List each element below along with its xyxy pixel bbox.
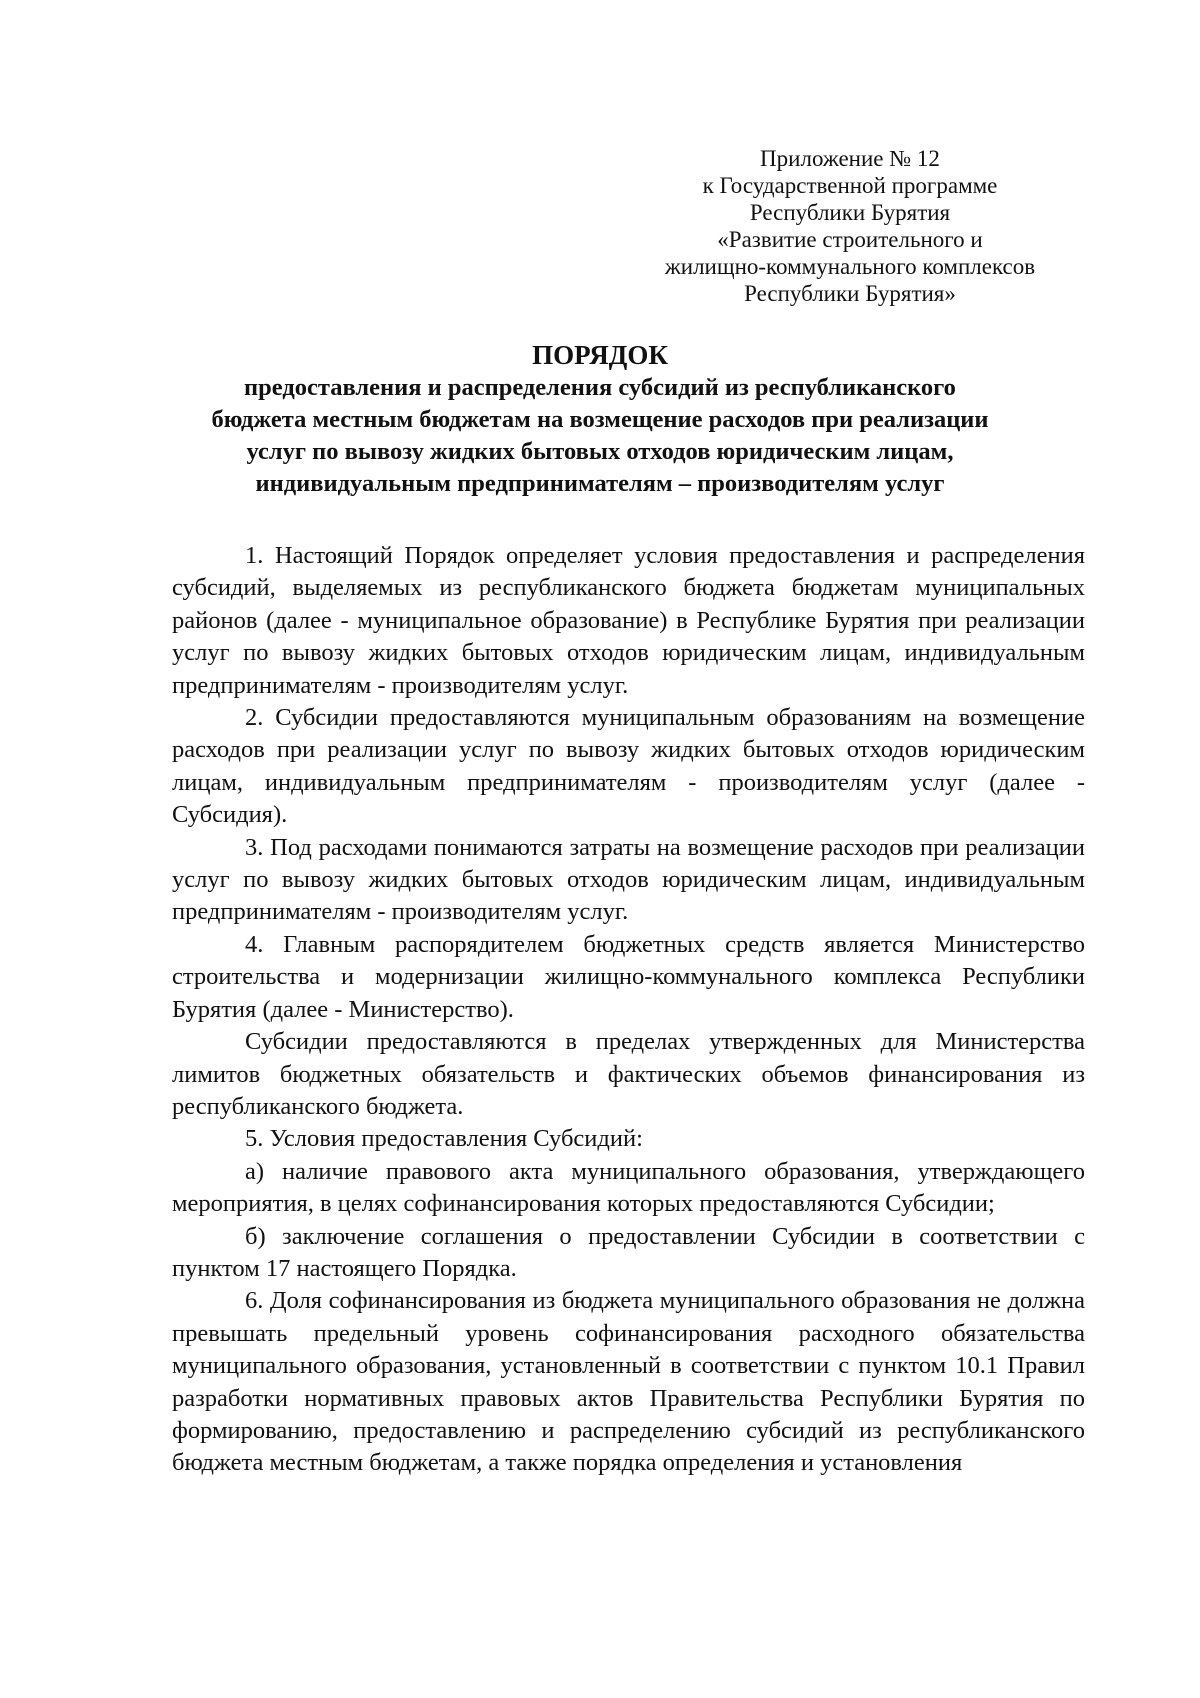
subtitle-line: предоставления и распределения субсидий из республиканского <box>244 374 956 401</box>
document-body <box>172 540 1085 1480</box>
paragraph-2: 2. Субсидии предоставляются муниципальным образованиям на возмещение расходов при реализации услуг по вывозу жидких бытовых отходов юридическим лицам, индивидуальным предпринимателям - производителям услуг (далее - Субсидия). <box>172 704 1085 829</box>
paragraph-4: 4. Главным распорядителем бюджетных средств является Министерство строительства и модернизации жилищно-коммунального комплекса Республики Бурятия (далее - Министерство). <box>172 930 1085 1023</box>
title-subtitle <box>150 372 1050 500</box>
paragraph-3: 3. Под расходами понимаются затраты на возмещение расходов при реализации услуг по вывозу жидких бытовых отходов юридическим лицам, индивидуальным предпринимателям - производителям услуг. <box>172 833 1085 926</box>
paragraph-5b: б) заключение соглашения о предоставлении Субсидии в соответствии с пунктом 17 настоящего Порядка. <box>172 1222 1085 1282</box>
appendix-line: Республики Бурятия» <box>744 281 956 306</box>
subtitle-line: бюджета местным бюджетам на возмещение расходов при реализации <box>211 406 989 433</box>
paragraph-5a: а) наличие правового акта муниципального образования, утверждающего мероприятия, в целях софинансирования которых предоставляются Субсидии; <box>172 1157 1085 1218</box>
document-title <box>150 338 1050 500</box>
subtitle-line: индивидуальным предпринимателям – производителям услуг <box>255 470 945 497</box>
subtitle-line: услуг по вывозу жидких бытовых отходов юридическим лицам, <box>246 438 954 465</box>
title-main: ПОРЯДОК <box>532 340 668 370</box>
paragraph-5: 5. Условия предоставления Субсидий: <box>245 1125 643 1153</box>
appendix-line: Республики Бурятия <box>749 200 951 225</box>
appendix-line: к Государственной программе <box>702 173 998 198</box>
paragraph-4-continued: Субсидии предоставляются в пределах утвержденных для Министерства лимитов бюджетных обязательств и фактических объемов финансирования из республиканского бюджета. <box>172 1028 1085 1120</box>
paragraph-1: 1. Настоящий Порядок определяет условия предоставления и распределения субсидий, выделяемых из республиканского бюджета бюджетам муниципальных районов (далее - муниципальное образование) в Республике Бурятия при реализации услуг по вывозу жидких бытовых отходов юридическим лицам, индивидуальным предпринимателям - производителям услуг. <box>172 542 1085 699</box>
appendix-line: жилищно-коммунального комплексов <box>664 254 1036 279</box>
appendix-line: «Развитие строительного и <box>717 227 983 252</box>
paragraph-6: 6. Доля софинансирования из бюджета муниципального образования не должна превышать предельный уровень софинансирования расходного обязательства муниципального образования, установленный в соответствии с пунктом 10.1 Правил разработки нормативных правовых актов Правительства Республики Бурятия по формированию, предоставлению и распределению субсидий из республиканского бюджета местным бюджетам, а также порядка определения и установления <box>172 1287 1085 1477</box>
appendix-line: Приложение № 12 <box>760 146 940 171</box>
appendix-header <box>640 145 1060 307</box>
